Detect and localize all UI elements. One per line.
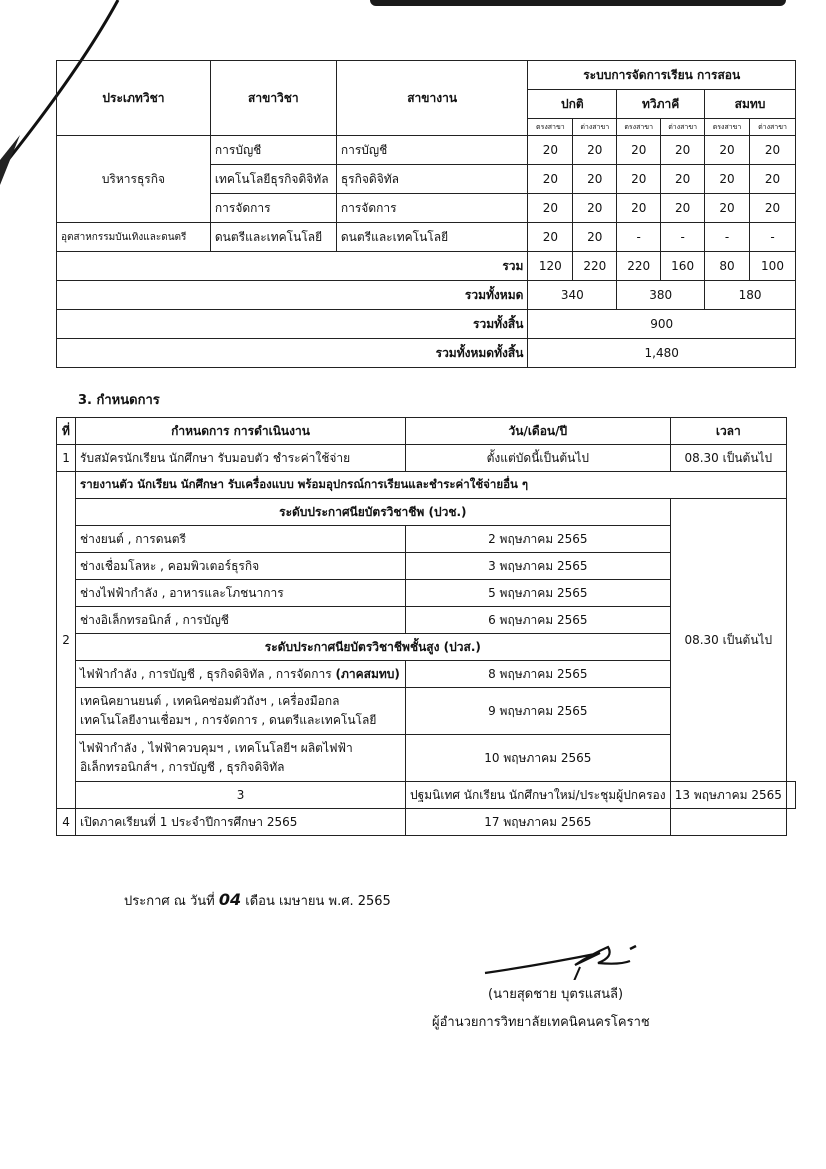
sum-value: 80	[705, 252, 750, 281]
value-cell: 20	[617, 165, 661, 194]
signer-name: (นายสุดชาย บุตรแสนลี)	[488, 987, 624, 1002]
signature-image	[480, 935, 650, 980]
activity-line: ไฟฟ้ากำลัง , ไฟฟ้าควบคุมฯ , เทคโนโลยีฯ ผลิตไฟฟ้า	[80, 741, 353, 755]
date-cell: 6 พฤษภาคม 2565	[406, 607, 671, 634]
scan-shadow-bar	[370, 0, 786, 6]
sum-value: 220	[573, 252, 617, 281]
announcement-prefix: ประกาศ ณ วันที่	[124, 894, 215, 909]
value-cell: -	[750, 223, 796, 252]
section-title: 3. กำหนดการ	[78, 393, 160, 408]
major-cell: ธุรกิจดิจิทัล	[336, 165, 528, 194]
activity-line: เทคโนโลยีงานเชื่อมฯ , การจัดการ , ดนตรีและเทคโนโลยี	[80, 713, 377, 727]
row-number: 1	[57, 445, 76, 472]
field-cell: การบัญชี	[210, 136, 336, 165]
value-cell: 20	[617, 136, 661, 165]
sum-label: รวม	[57, 252, 528, 281]
value-cell: 20	[750, 165, 796, 194]
announcement-line	[124, 890, 391, 911]
activity-cell	[76, 688, 406, 735]
subheader-other: ต่างสาขา	[573, 119, 617, 136]
announcement-suffix: เดือน เมษายน พ.ศ. 2565	[245, 894, 391, 909]
subheader-other: ต่างสาขา	[661, 119, 705, 136]
table-row	[57, 136, 796, 165]
program-table	[56, 60, 796, 368]
value-cell: 20	[528, 223, 573, 252]
field-cell: ดนตรีและเทคโนโลยี	[210, 223, 336, 252]
sum-value: 100	[750, 252, 796, 281]
activity-cell: ช่างไฟฟ้ากำลัง , อาหารและโภชนาการ	[76, 580, 406, 607]
value-cell: 20	[705, 165, 750, 194]
value-cell: 20	[661, 194, 705, 223]
date-cell: ตั้งแต่บัดนี้เป็นต้นไป	[406, 445, 671, 472]
activity-cell: ปฐมนิเทศ นักเรียน นักศึกษาใหม่/ประชุมผู้ปกครอง	[406, 782, 671, 809]
date-cell: 17 พฤษภาคม 2565	[406, 809, 671, 836]
value-cell: 20	[573, 194, 617, 223]
overall-total-row	[57, 339, 796, 368]
row-number: 4	[57, 809, 76, 836]
value-cell: 20	[661, 136, 705, 165]
grand-total-value: 900	[528, 310, 796, 339]
header-mixed: สมทบ	[705, 90, 796, 119]
major-cell: ดนตรีและเทคโนโลยี	[336, 223, 528, 252]
value-cell: 20	[573, 136, 617, 165]
sum-value: 220	[617, 252, 661, 281]
total-value: 340	[528, 281, 617, 310]
time-cell: 08.30 เป็นต้นไป	[670, 445, 786, 472]
value-cell: 20	[617, 194, 661, 223]
total-value: 380	[617, 281, 705, 310]
overall-total-value: 1,480	[528, 339, 796, 368]
activity-line: เทคนิคยานยนต์ , เทคนิคซ่อมตัวถังฯ , เครื่องมือกล	[80, 694, 340, 708]
table-row	[57, 782, 796, 809]
date-cell: 5 พฤษภาคม 2565	[406, 580, 671, 607]
activity-cell	[76, 661, 406, 688]
sum-row	[57, 252, 796, 281]
value-cell: 20	[573, 223, 617, 252]
activity-text: ไฟฟ้ากำลัง , การบัญชี , ธุรกิจดิจิทัล , การจัดการ	[80, 666, 336, 681]
overall-total-label: รวมทั้งหมดทั้งสิ้น	[57, 339, 528, 368]
grand-total-label: รวมทั้งสิ้น	[57, 310, 528, 339]
time-cell	[787, 782, 796, 809]
time-cell: 08.30 เป็นต้นไป	[670, 499, 786, 782]
date-cell: 8 พฤษภาคม 2565	[406, 661, 671, 688]
row-number: 3	[76, 782, 406, 809]
header-system: ระบบการจัดการเรียน การสอน	[528, 61, 796, 90]
level-header-hvoc: ระดับประกาศนียบัตรวิชาชีพชั้นสูง (ปวส.)	[76, 634, 671, 661]
value-cell: 20	[528, 194, 573, 223]
announcement-day: 04	[218, 890, 242, 909]
total-label: รวมทั้งหมด	[57, 281, 528, 310]
type-cell: บริหารธุรกิจ	[57, 136, 211, 223]
header-activity: กำหนดการ การดำเนินงาน	[76, 418, 406, 445]
total-row	[57, 281, 796, 310]
date-cell: 13 พฤษภาคม 2565	[670, 782, 786, 809]
subheader-other: ต่างสาขา	[750, 119, 796, 136]
row-number: 2	[57, 472, 76, 809]
field-cell: การจัดการ	[210, 194, 336, 223]
date-cell: 2 พฤษภาคม 2565	[406, 526, 671, 553]
header-field: สาขาวิชา	[210, 61, 336, 136]
field-cell: เทคโนโลยีธุรกิจดิจิทัล	[210, 165, 336, 194]
type-cell: อุตสาหกรรมบันเทิงและดนตรี	[57, 223, 211, 252]
sum-value: 160	[661, 252, 705, 281]
subheader-direct: ตรงสาขา	[528, 119, 573, 136]
header-time: เวลา	[670, 418, 786, 445]
header-date: วัน/เดือน/ปี	[406, 418, 671, 445]
total-value: 180	[705, 281, 796, 310]
report-title: รายงานตัว นักเรียน นักศึกษา รับเครื่องแบบ พร้อมอุปกรณ์การเรียนและชำระค่าใช้จ่ายอื่น ๆ	[76, 472, 787, 499]
header-dual: ทวิภาคี	[617, 90, 705, 119]
value-cell: 20	[705, 136, 750, 165]
grand-total-row	[57, 310, 796, 339]
activity-cell: ช่างอิเล็กทรอนิกส์ , การบัญชี	[76, 607, 406, 634]
major-cell: การบัญชี	[336, 136, 528, 165]
date-cell: 3 พฤษภาคม 2565	[406, 553, 671, 580]
activity-cell: เปิดภาคเรียนที่ 1 ประจำปีการศึกษา 2565	[76, 809, 406, 836]
header-major: สาขางาน	[336, 61, 528, 136]
header-no: ที่	[57, 418, 76, 445]
table-row	[57, 809, 796, 836]
evening-program-label: (ภาคสมทบ)	[335, 666, 400, 681]
sum-value: 120	[528, 252, 573, 281]
signer-title: ผู้อำนวยการวิทยาลัยเทคนิคนครโคราช	[432, 1015, 650, 1030]
activity-cell: ช่างยนต์ , การดนตรี	[76, 526, 406, 553]
date-cell: 9 พฤษภาคม 2565	[406, 688, 671, 735]
header-type: ประเภทวิชา	[57, 61, 211, 136]
activity-cell: รับสมัครนักเรียน นักศึกษา รับมอบตัว ชำระค่าใช้จ่าย	[76, 445, 406, 472]
value-cell: -	[705, 223, 750, 252]
activity-cell: ช่างเชื่อมโลหะ , คอมพิวเตอร์ธุรกิจ	[76, 553, 406, 580]
date-cell: 10 พฤษภาคม 2565	[406, 735, 671, 782]
subheader-direct: ตรงสาขา	[617, 119, 661, 136]
value-cell: -	[617, 223, 661, 252]
table-row	[57, 223, 796, 252]
value-cell: 20	[705, 194, 750, 223]
time-cell	[670, 809, 786, 836]
major-cell: การจัดการ	[336, 194, 528, 223]
value-cell: 20	[750, 194, 796, 223]
activity-cell	[76, 735, 406, 782]
value-cell: 20	[573, 165, 617, 194]
value-cell: 20	[661, 165, 705, 194]
value-cell: -	[661, 223, 705, 252]
level-header-pvoc: ระดับประกาศนียบัตรวิชาชีพ (ปวช.)	[76, 499, 671, 526]
activity-line: อิเล็กทรอนิกส์ฯ , การบัญชี , ธุรกิจดิจิทัล	[80, 760, 285, 774]
value-cell: 20	[528, 165, 573, 194]
schedule-table	[56, 417, 796, 836]
subheader-direct: ตรงสาขา	[705, 119, 750, 136]
table-row	[57, 445, 796, 472]
value-cell: 20	[750, 136, 796, 165]
header-normal: ปกติ	[528, 90, 617, 119]
value-cell: 20	[528, 136, 573, 165]
